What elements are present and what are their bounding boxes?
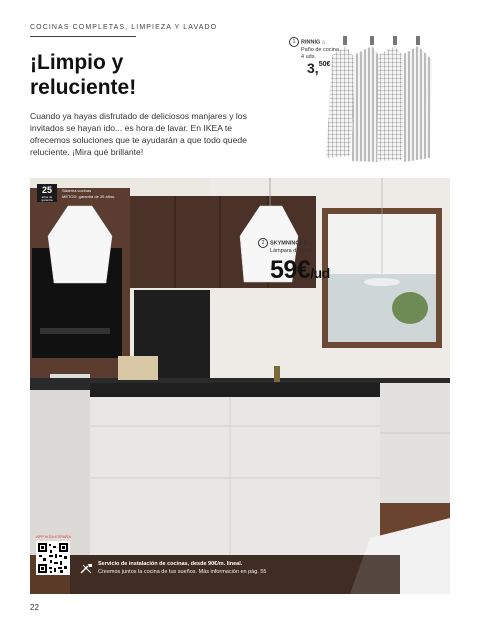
product-number-badge: 2 bbox=[258, 238, 268, 248]
lamp-product-desc: Lámpara de techo bbox=[270, 248, 315, 254]
service-subtitle: Creemos juntos la cocina de tus sueños. Más información en pág. 55 bbox=[98, 569, 267, 575]
guarantee-text bbox=[62, 188, 115, 200]
intro-paragraph: Cuando ya hayas disfrutado de deliciosos manjares y los invitados se hayan ido... es hora de lavar. En IKEA te ofrecemos soluciones que te ayudarán a que todo quede reluciente. ¡Mira qué brillante! bbox=[30, 111, 247, 157]
installation-service-banner bbox=[80, 559, 370, 587]
qr-label: APP IKEA ESPAÑA bbox=[36, 534, 71, 539]
kitchen-photo bbox=[30, 178, 450, 594]
page-number: 22 bbox=[30, 603, 39, 612]
towel-product-desc-1: Paño de cocina, bbox=[301, 47, 341, 53]
headline-line-1: ¡Limpio y bbox=[30, 51, 124, 74]
guarantee-line-2: METOD: garantía de 25 años. bbox=[62, 194, 116, 199]
towel-product-desc-2: 4 uds. bbox=[301, 53, 316, 60]
section-label: COCINAS COMPLETAS, LIMPIEZA Y LAVADO bbox=[30, 24, 218, 31]
towel-price: 3,$^{50€}$ bbox=[307, 60, 331, 76]
tools-icon bbox=[80, 563, 94, 575]
cart-icon: ⌂ bbox=[321, 39, 326, 46]
page-headline bbox=[30, 50, 136, 100]
towel-price-cents: 50€ bbox=[318, 61, 331, 68]
headline-line-2: reluciente! bbox=[30, 76, 137, 99]
guarantee-badge bbox=[37, 184, 57, 202]
product-number-badge: 1 bbox=[289, 37, 299, 47]
kitchen-scene bbox=[30, 178, 450, 594]
towels-illustration bbox=[320, 30, 440, 165]
towel-1 bbox=[326, 46, 356, 158]
qr-code[interactable] bbox=[36, 541, 70, 575]
guarantee-small-text: años de garantía bbox=[41, 195, 53, 202]
section-divider bbox=[30, 36, 136, 37]
guarantee-line-1: Sistema cocinas bbox=[62, 188, 92, 193]
lamp-price: 59€/ud bbox=[270, 256, 330, 284]
guarantee-years: 25 bbox=[41, 185, 52, 195]
towel-product-name: RINNIG bbox=[301, 39, 321, 46]
towel-3 bbox=[377, 46, 406, 161]
lamp-price-unit: /ud bbox=[310, 265, 330, 281]
towel-4 bbox=[402, 46, 432, 162]
lamp-product-label bbox=[258, 238, 314, 255]
lamp-product-name: SKYMNINGEN bbox=[270, 240, 308, 247]
service-title: Servicio de instalación de cocinas, desde 90€/m. lineal. bbox=[98, 561, 243, 567]
cart-icon: ⌂ bbox=[308, 240, 313, 247]
